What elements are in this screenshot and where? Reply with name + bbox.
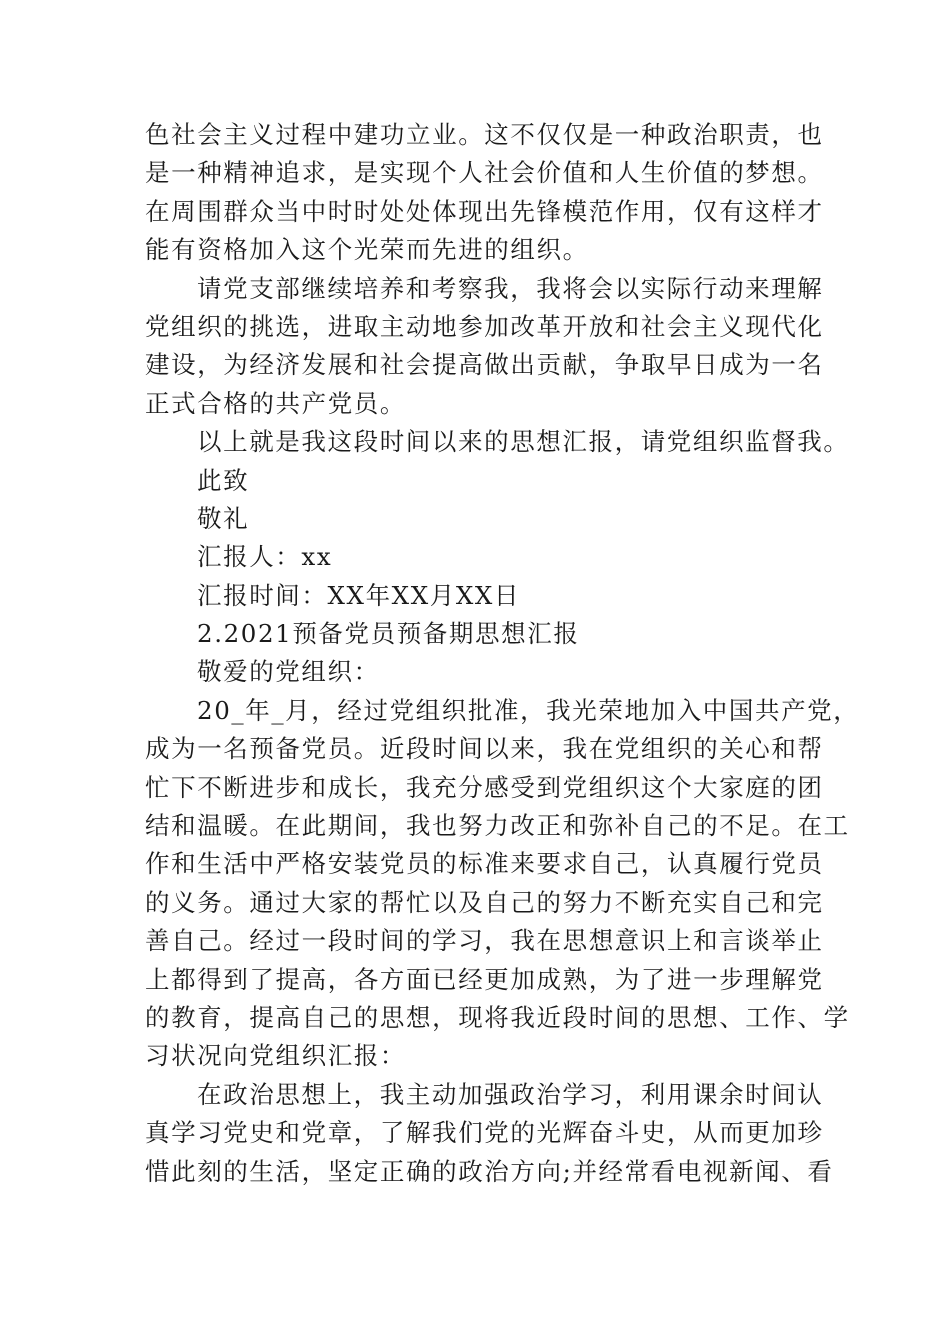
- text-line: 上都得到了提高，各方面已经更加成熟，为了进一步理解党: [145, 964, 824, 994]
- greeting: 敬爱的党组织：: [197, 657, 380, 687]
- text-line: 作和生活中严格安装党员的标准来要求自己，认真履行党员: [145, 849, 824, 879]
- text-line: 忙下不断进步和成长，我充分感受到党组织这个大家庭的团: [145, 772, 824, 802]
- salutation-closing: 此致: [197, 465, 250, 495]
- text-line: 是一种精神追求，是实现个人社会价值和人生价值的梦想。: [145, 158, 824, 188]
- text-line: 建设，为经济发展和社会提高做出贡献，争取早日成为一名: [145, 350, 824, 380]
- reporter-name: 汇报人：xx: [197, 542, 333, 572]
- text-line: 善自己。经过一段时间的学习，我在思想意识上和言谈举止: [145, 926, 824, 956]
- text-line: 党组织的挑选，进取主动地参加改革开放和社会主义现代化: [145, 311, 824, 341]
- report-date: 汇报时间：XX年XX月XX日: [197, 580, 521, 610]
- text-line: 以上就是我这段时间以来的思想汇报，请党组织监督我。: [197, 427, 850, 457]
- text-line: 正式合格的共产党员。: [145, 388, 406, 418]
- text-line: 结和温暖。在此期间，我也努力改正和弥补自己的不足。在工: [145, 811, 850, 841]
- text-line: 色社会主义过程中建功立业。这不仅仅是一种政治职责，也: [145, 120, 824, 149]
- text-line: 成为一名预备党员。近段时间以来，我在党组织的关心和帮: [145, 734, 824, 764]
- text-line: 20_年_月，经过党组织批准，我光荣地加入中国共产党，: [197, 695, 860, 725]
- salutation-regards: 敬礼: [197, 503, 250, 533]
- text-line: 惜此刻的生活，坚定正确的政治方向;并经常看电视新闻、看: [145, 1156, 834, 1186]
- text-line: 习状况向党组织汇报：: [145, 1041, 406, 1071]
- text-line: 请党支部继续培养和考察我，我将会以实际行动来理解: [197, 273, 824, 303]
- section-title: 2.2021预备党员预备期思想汇报: [197, 619, 580, 649]
- text-line: 的教育，提高自己的思想，现将我近段时间的思想、工作、学: [145, 1002, 850, 1032]
- text-line: 真学习党史和党章，了解我们党的光辉奋斗史，从而更加珍: [145, 1118, 824, 1148]
- text-line: 在周围群众当中时时处处体现出先锋模范作用，仅有这样才: [145, 196, 824, 226]
- text-line: 的义务。通过大家的帮忙以及自己的努力不断充实自己和完: [145, 887, 824, 917]
- text-line: 在政治思想上，我主动加强政治学习，利用课余时间认: [197, 1079, 824, 1109]
- document-body: [145, 116, 860, 1191]
- text-line: 能有资格加入这个光荣而先进的组织。: [145, 235, 589, 265]
